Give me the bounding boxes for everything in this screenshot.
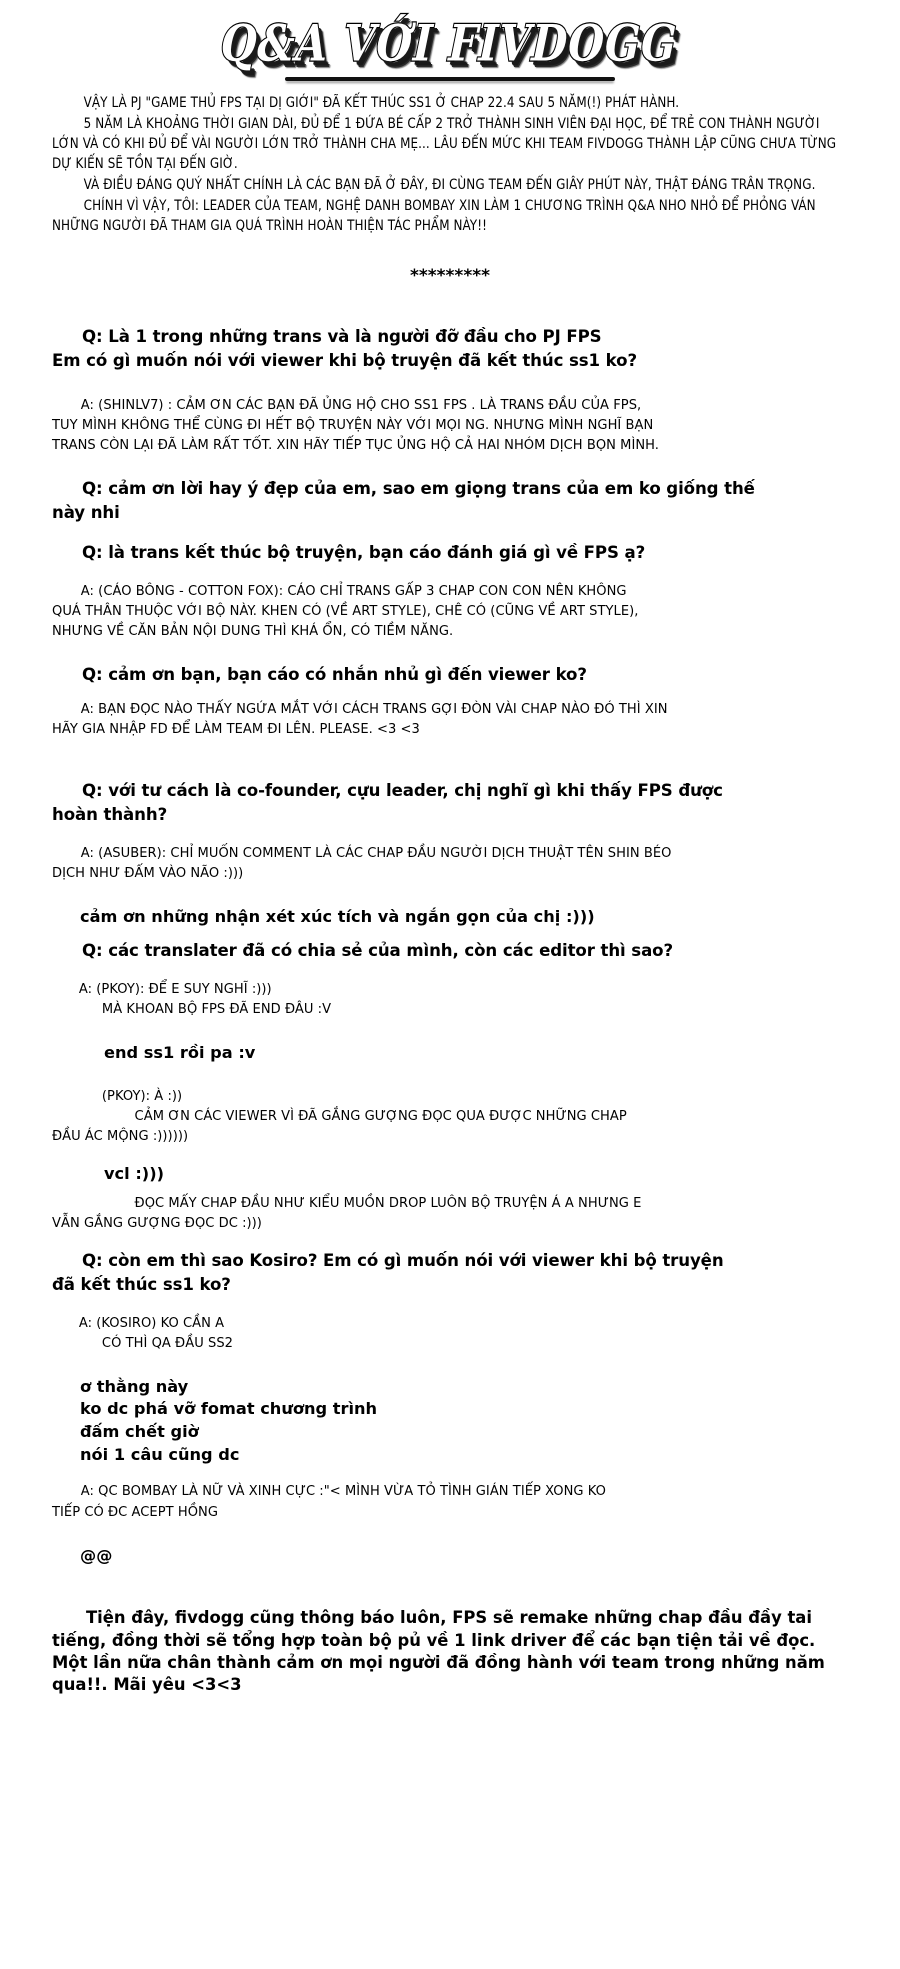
question-1-line-1: Q: Là 1 trong những trans và là người đỡ đầu cho PJ FPS (82, 327, 602, 347)
title-underline (285, 77, 615, 81)
spacer (52, 1466, 848, 1482)
answer-10-line-1: A: QC BOMBAY LÀ NỮ VÀ XINH CỰC :"< MÌNH VỪA TỎ TÌNH GIÁN TIẾP XONG KO (80, 1483, 606, 1500)
answer-8-line-1: ĐỌC MẤY CHAP ĐẦU NHƯ KIỂU MUỒN DROP LUÔN BỘ TRUYỆN Á A NHƯNG E (134, 1194, 642, 1211)
answer-6-line-2: MÀ KHOAN BỘ FPS ĐÃ END ĐÂU :V (101, 1001, 332, 1018)
question-2-line-2: này nhi (52, 502, 120, 522)
answer-4-line-1: A: BẠN ĐỌC NÀO THẤY NGỨA MẮT VỚI CÁCH TRANS GỢI ĐÒN VÀI CHAP NÀO ĐÓ THÌ XIN (80, 700, 668, 717)
question-6-line-1: Q: các translater đã có chia sẻ của mình, còn các editor thì sao? (82, 941, 673, 961)
page-title: Q&A VỚI FIVDOGG (219, 14, 679, 73)
spacer (52, 526, 848, 542)
spacer (52, 928, 848, 940)
spacer (52, 1186, 848, 1194)
answer-3 (52, 582, 848, 641)
answer-5 (52, 844, 848, 883)
answer-5-line-2: DỊCH NHƯ ĐẤM VÀO NÃO :))) (52, 864, 244, 881)
spacer (52, 1020, 848, 1042)
closing-text: Tiện đây, fivdogg cũng thông báo luôn, FPS sẽ remake những chap đầu đầy tai tiếng, đồng thời sẽ tổng hợp toàn bộ pủ về 1 link driver để các bạn tiện tải về đọc. Một lần nữa chân thành cảm ơn mọi người đã đồng hành với team trong những năm qua!!. Mãi yêu <3<3 (52, 1608, 825, 1695)
spacer (52, 1354, 848, 1376)
chat-line-1: ơ thằng này (80, 1376, 189, 1396)
intro-block (52, 93, 848, 236)
spacer (52, 1065, 848, 1087)
qa-item-2 (52, 478, 848, 524)
answer-1-line-2: TUY MÌNH KHÔNG THỂ CÙNG ĐI HẾT BỘ TRUYỆN NÀY VỚI MỌI NG. NHƯNG MÌNH NGHĨ BẠN (52, 416, 654, 433)
answer-8 (52, 1194, 848, 1233)
chat-line-4: nói 1 câu cũng dc (80, 1444, 240, 1464)
intro-paragraph-4: CHÍNH VÌ VẬY, TÔI: LEADER CỦA TEAM, NGHỆ DANH BOMBAY XIN LÀM 1 CHƯƠNG TRÌNH Q&A NHO NHỎ ĐỂ PHỎNG VÁN NHỮNG NGƯỜI ĐÃ THAM GIA QUÁ TRÌNH HOÀN THIỆN TÁC PHẨM NÀY!! (52, 198, 816, 235)
spacer (52, 1523, 848, 1545)
answer-7-line-2: CẢM ƠN CÁC VIEWER VÌ ĐÃ GẮNG GƯỢNG ĐỌC QUA ĐƯỢC NHỮNG CHAP (134, 1107, 627, 1124)
question-7-line-1: Q: còn em thì sao Kosiro? Em có gì muốn nói với viewer khi bộ truyện (82, 1250, 724, 1270)
answer-4 (52, 700, 848, 739)
qa-item-1 (52, 326, 848, 372)
note-1: cảm ơn những nhận xét xúc tích và ngắn gọn của chị :))) (80, 906, 595, 926)
answer-5-line-1: A: (ASUBER): CHỈ MUỐN COMMENT LÀ CÁC CHAP ĐẦU NGƯỜI DỊCH THUẬT TÊN SHIN BÉO (80, 844, 672, 861)
spacer (52, 884, 848, 906)
answer-3-line-2: QUÁ THÂN THUỘC VỚI BỘ NÀY. KHEN CÓ (VỀ ART STYLE), CHÊ CÓ (CŨNG VỀ ART STYLE), (52, 602, 639, 619)
answer-7-line-3: ĐẦU ÁC MỘNG :)))))) (52, 1128, 189, 1145)
spacer (52, 1298, 848, 1314)
note-3: vcl :))) (104, 1164, 164, 1184)
spacer (52, 1567, 848, 1607)
question-7-line-2: đã kết thúc ss1 ko? (52, 1274, 231, 1294)
spacer (52, 566, 848, 582)
chat-line-2: ko dc phá vỡ fomat chương trình (80, 1399, 378, 1419)
intro-paragraph-1: VẬY LÀ PJ "GAME THỦ FPS TẠI DỊ GIỚI" ĐÃ KẾT THÚC SS1 Ở CHAP 22.4 SAU 5 NĂM(!) PHÁT HÀNH. (83, 95, 680, 112)
spacer (52, 374, 848, 396)
answer-1 (52, 396, 848, 455)
answer-9 (52, 1314, 848, 1353)
note-2: end ss1 rồi pa :v (104, 1043, 256, 1063)
intro-paragraph-2: 5 NĂM LÀ KHOẢNG THỜI GIAN DÀI, ĐỦ ĐỂ 1 ĐỨA BÉ CẤP 2 TRỞ THÀNH SINH VIÊN ĐẠI HỌC, ĐỂ TRẺ CON THÀNH NGƯỜI LỚN VÀ CÓ KHI ĐỦ ĐỂ VÀI NGƯỜI LỚN TRỞ THÀNH CHA MẸ... LÂU ĐẾN MỨC KHI TEAM FIVDOGG THÀNH LẬP CŨNG CHƯA TỪNG DỰ KIẾN SẼ TỒN TẠI ĐẾN GIỜ. (52, 116, 837, 173)
spacer (52, 688, 848, 700)
question-5-line-2: hoàn thành? (52, 804, 168, 824)
spacer (52, 964, 848, 980)
answer-10-line-2: TIẾP CÓ ĐC ACEPT HỒNG (52, 1503, 219, 1520)
page-body (0, 87, 900, 1726)
qa-item-3 (52, 542, 848, 564)
answer-6 (52, 980, 848, 1019)
question-3-line-1: Q: là trans kết thúc bộ truyện, bạn cáo đánh giá gì về FPS ạ? (82, 542, 646, 562)
answer-1-line-3: TRANS CÒN LẠI ĐÃ LÀM RẤT TỐT. XIN HÃY TIẾP TỤC ỦNG HỘ CẢ HAI NHÓM DỊCH BỌN MÌNH. (52, 437, 660, 453)
answer-9-line-1: A: (KOSIRO) KO CẦN A (78, 1314, 225, 1331)
intro-paragraph-3: VÀ ĐIỀU ĐÁNG QUÝ NHẤT CHÍNH LÀ CÁC BẠN ĐÃ Ở ĐÂY, ĐI CÙNG TEAM ĐẾN GIÂY PHÚT NÀY, THẬT ĐÁNG TRÂN TRỌNG. (83, 177, 816, 194)
spacer (52, 642, 848, 664)
qa-item-5 (52, 780, 848, 826)
page-title-block (0, 0, 900, 87)
closing-paragraph (52, 1607, 848, 1696)
question-1-line-2: Em có gì muốn nói với viewer khi bộ truyện đã kết thúc ss1 ko? (52, 351, 637, 371)
spacer (52, 740, 848, 780)
answer-3-line-1: A: (CÁO BÔNG - COTTON FOX): CÁO CHỈ TRANS GẤP 3 CHAP CON CON NÊN KHÔNG (80, 582, 627, 599)
qa-item-4 (52, 664, 848, 686)
qa-item-7 (52, 1250, 848, 1296)
chat-block (52, 1376, 848, 1466)
question-5-line-1: Q: với tư cách là co-founder, cựu leader, chị nghĩ gì khi thấy FPS được (82, 780, 723, 800)
answer-4-line-2: HÃY GIA NHẬP FD ĐỂ LÀM TEAM ĐI LÊN. PLEASE. <3 <3 (52, 720, 420, 737)
spacer (52, 1234, 848, 1250)
answer-7 (52, 1087, 848, 1146)
answer-9-line-2: CÓ THÌ QA ĐẦU SS2 (101, 1334, 234, 1351)
question-4-line-1: Q: cảm ơn bạn, bạn cáo có nhắn nhủ gì đến viewer ko? (82, 664, 587, 684)
answer-7-line-1: (PKOY): À :)) (101, 1087, 183, 1104)
section-divider: ********* (409, 266, 490, 287)
spacer (52, 456, 848, 478)
answer-6-line-1: A: (PKOY): ĐỂ E SUY NGHĨ :))) (78, 981, 272, 998)
answer-1-line-1: A: (SHINLV7) : CẢM ƠN CÁC BẠN ĐÃ ỦNG HỘ CHO SS1 FPS . LÀ TRANS ĐẦU CỦA FPS, (80, 396, 642, 413)
question-2-line-1: Q: cảm ơn lời hay ý đẹp của em, sao em giọng trans của em ko giống thế (82, 479, 755, 499)
note-4: @@ (80, 1545, 113, 1565)
answer-3-line-3: NHƯNG VỀ CĂN BẢN NỘI DUNG THÌ KHÁ ỔN, CÓ TIỀM NĂNG. (52, 622, 454, 639)
answer-10 (52, 1482, 848, 1521)
spacer (52, 1147, 848, 1163)
answer-8-line-2: VẪN GẮNG GƯỢNG ĐỌC DC :))) (52, 1214, 262, 1231)
spacer (52, 828, 848, 844)
chat-line-3: đấm chết giờ (80, 1422, 199, 1442)
qa-item-6 (52, 940, 848, 962)
